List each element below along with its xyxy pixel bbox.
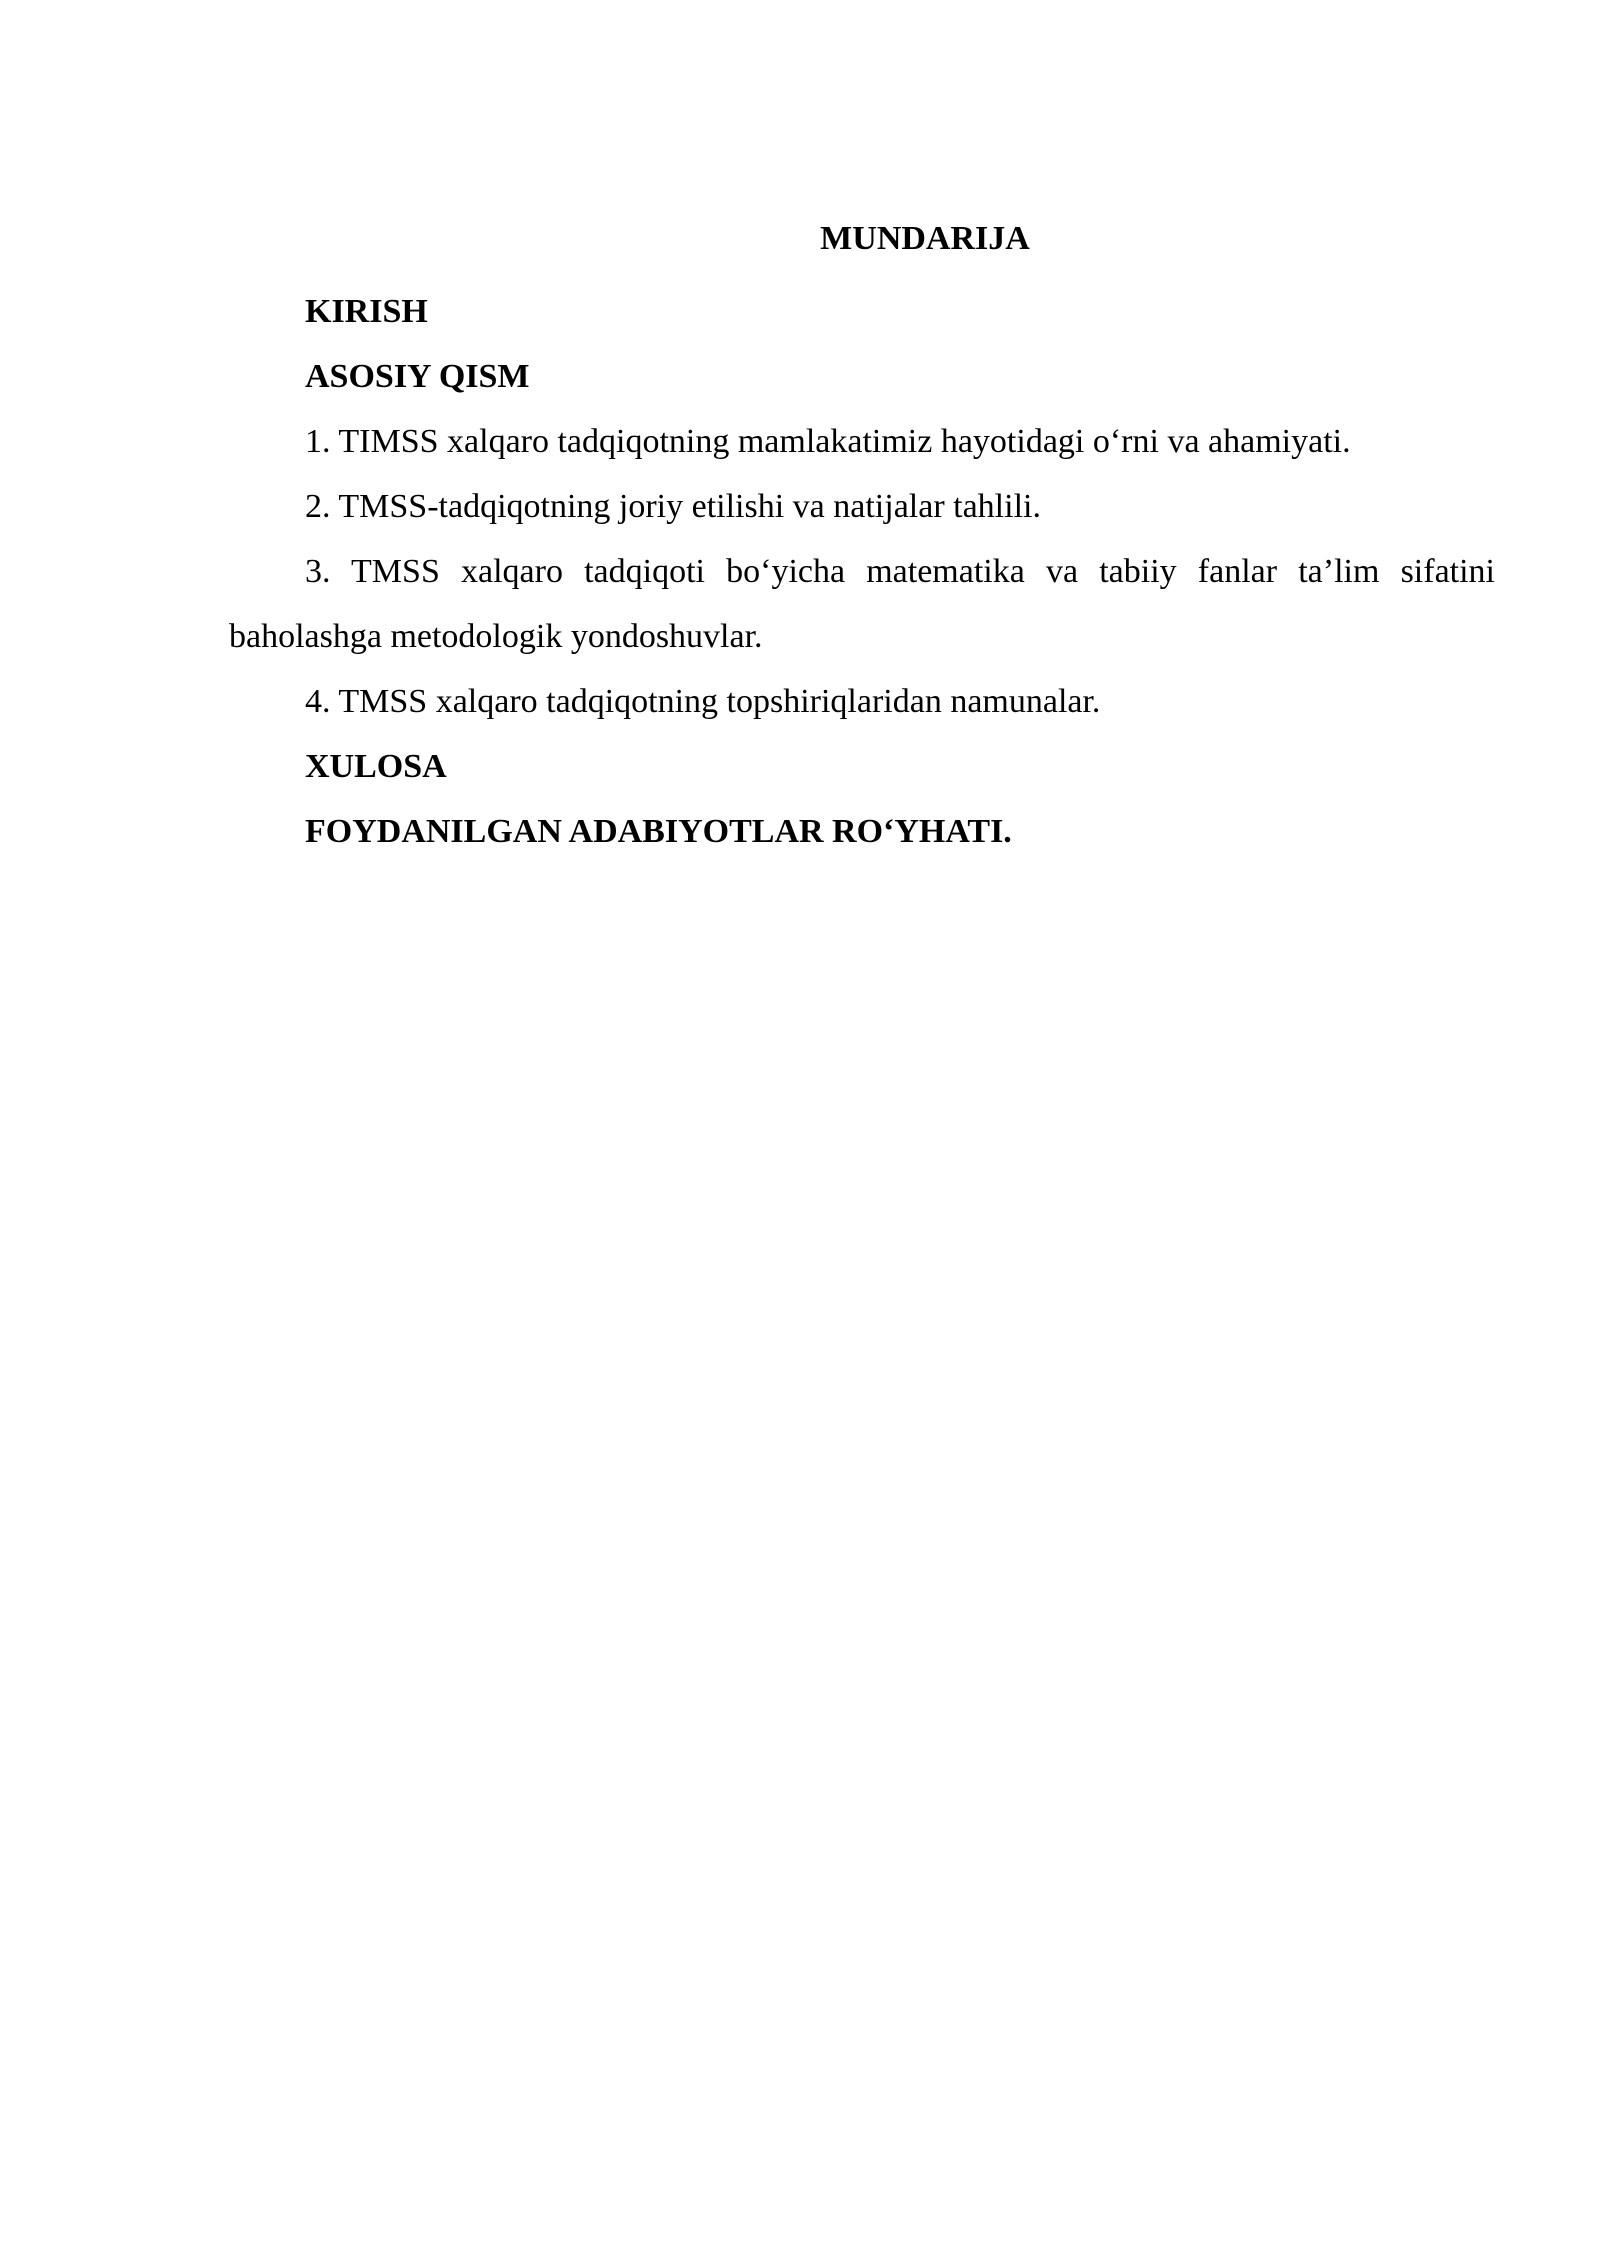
toc-entry-3: 3. TMSS xalqaro tadqiqoti bo‘yicha matematika va tabiiy fanlar ta’lim sifatini baholashga metodologik yondoshuvlar. (229, 553, 1495, 655)
toc-entry-2: 2. TMSS-tadqiqotning joriy etilishi va natijalar tahlili. (305, 488, 1041, 525)
page-title: MUNDARIJA (820, 220, 1030, 257)
toc-entry-conclusion: XULOSA (305, 748, 447, 785)
table-of-contents (229, 214, 1495, 864)
toc-entry-4: 4. TMSS xalqaro tadqiqotning topshiriqlaridan namunalar. (305, 683, 1101, 720)
toc-entry-1: 1. TIMSS xalqaro tadqiqotning mamlakatimiz hayotidagi o‘rni va ahamiyati. (305, 423, 1351, 460)
toc-entry-introduction: KIRISH (305, 293, 428, 330)
toc-entry-main-part: ASOSIY QISM (305, 358, 530, 395)
toc-entry-references: FOYDANILGAN ADABIYOTLAR RO‘YHATI. (305, 813, 1012, 850)
